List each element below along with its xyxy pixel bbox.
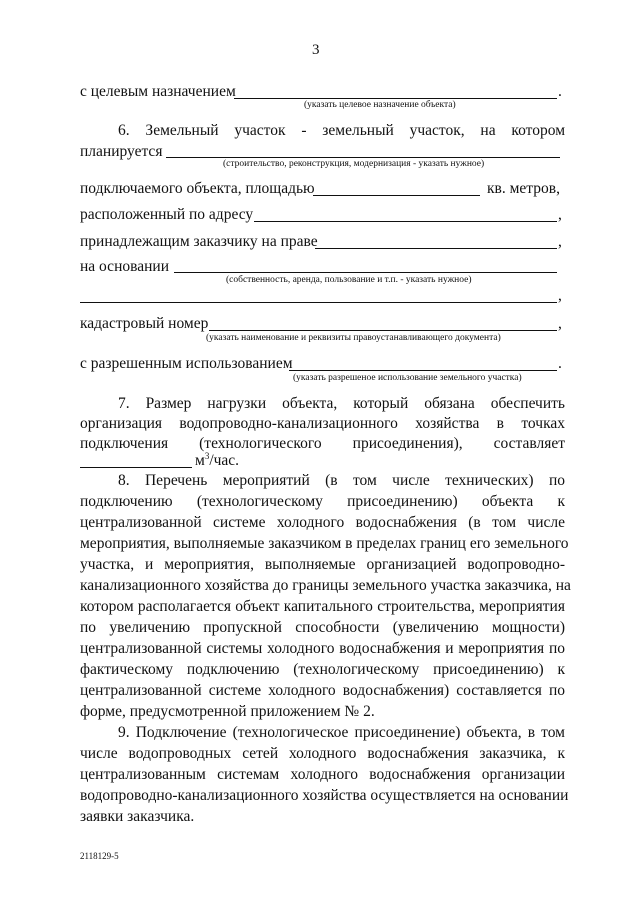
owner-label: принадлежащим заказчику на праве: [80, 233, 318, 250]
item9-line: водопроводно-канализационного хозяйства осуществляется на основании: [80, 787, 569, 804]
basis-hint: (собственность, аренда, пользование и т.п. - указать нужное): [226, 275, 472, 285]
item8-line: фактическому подключению (технологическому присоединению) к: [80, 661, 565, 678]
cadastral-blank: [209, 330, 557, 331]
address-blank: [254, 221, 557, 222]
extra-blank: [80, 302, 557, 303]
address-end: ,: [558, 206, 562, 223]
item8-line: централизованной системе холодного водоснабжения) составляется по: [80, 682, 565, 699]
area-label: подключаемого объекта, площадью: [80, 180, 315, 197]
item8-line: по увеличению пропускной способности (увеличению мощности): [80, 619, 565, 636]
cadastral-hint: (указать наименование и реквизиты правоустанавливающего документа): [206, 333, 501, 343]
item7-line2: организация водопроводно-канализационного хозяйства в точках: [80, 415, 565, 432]
item8-line: централизованной системы холодного водоснабжения и мероприятия по: [80, 640, 565, 657]
item9-line: 9. Подключение (технологическое присоединение) объекта, в том: [118, 724, 565, 741]
basis-label: на основании: [80, 258, 169, 275]
purpose-end: .: [558, 83, 562, 100]
owner-end: ,: [558, 233, 562, 250]
item8-line: централизованной системе холодного водоснабжения (в том числе: [80, 514, 565, 531]
footer-code: 2118129-5: [80, 851, 119, 861]
permitted-hint: (указать разрешеное использование земельного участка): [293, 373, 522, 383]
item7-line1: 7. Размер нагрузки объекта, который обязана обеспечить: [118, 395, 565, 412]
area-blank: [313, 195, 480, 196]
purpose-blank: [234, 98, 557, 99]
item8-line: форме, предусмотренной приложением № 2.: [80, 703, 375, 720]
item6-plan-label: планируется: [80, 143, 163, 160]
permitted-label: с разрешенным использованием: [80, 355, 293, 372]
item6-plan-blank: [166, 157, 560, 158]
owner-blank: [315, 248, 557, 249]
item9-line: заявки заказчика.: [80, 808, 195, 825]
cadastral-label: кадастровый номер: [80, 315, 209, 332]
cadastral-end: ,: [558, 315, 562, 332]
permitted-blank: [289, 370, 557, 371]
basis-blank: [174, 272, 557, 273]
item8-line: 8. Перечень мероприятий (в том числе технических) по: [118, 472, 565, 489]
area-unit: кв. метров,: [487, 180, 560, 197]
permitted-end: .: [558, 355, 562, 372]
extra-blank-end: ,: [558, 287, 562, 304]
load-unit: $м^3$/час.: [195, 451, 240, 469]
item8-line: канализационного хозяйства до границы земельного участка заказчика, на: [80, 577, 571, 594]
page-number: 3: [312, 42, 320, 58]
item8-line: подключению (технологическому присоединению) объекта к: [80, 493, 565, 510]
purpose-label: с целевым назначением: [80, 83, 236, 100]
item8-line: мероприятия, выполняемые заказчиком в пределах границ его земельного: [80, 535, 569, 552]
item9-line: числе водопроводных сетей холодного водоснабжения заказчика, к: [80, 745, 565, 762]
item6-plan-hint: (строительство, реконструкция, модернизация - указать нужное): [223, 159, 485, 169]
item6-line1: 6. Земельный участок - земельный участок, на котором: [118, 122, 565, 139]
item7-line3: подключения (технологического присоединения), составляет: [80, 435, 565, 452]
load-blank: [80, 467, 192, 468]
item8-line: участка, и мероприятия, выполняемые организацией водопроводно-: [80, 556, 565, 573]
address-label: расположенный по адресу: [80, 206, 254, 223]
item9-line: централизованным системам холодного водоснабжения организации: [80, 766, 565, 783]
purpose-hint: (указать целевое назначение объекта): [304, 100, 456, 110]
item8-line: котором располагается объект капитального строительства, мероприятия: [80, 598, 565, 615]
